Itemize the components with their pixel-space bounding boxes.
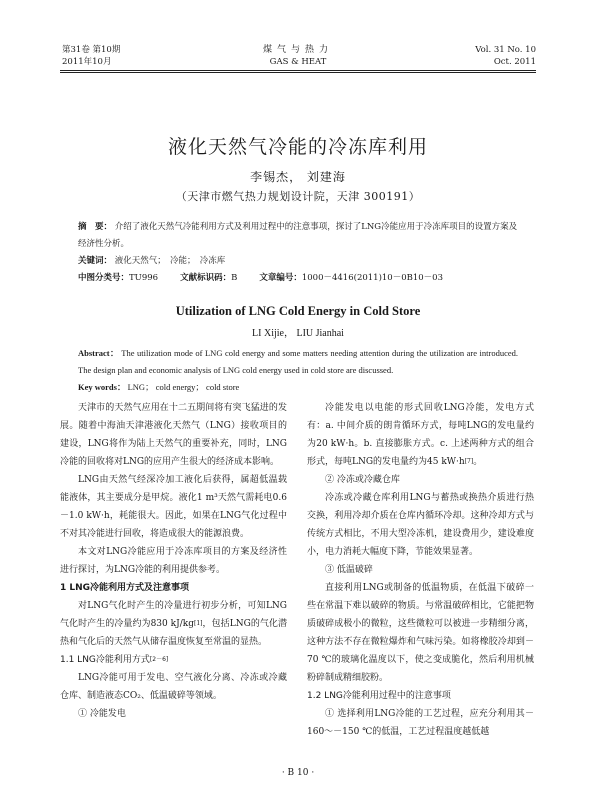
abstract-cn (78, 219, 518, 287)
paper-authors-en: LI Xijie， LIU Jianhai (252, 328, 344, 339)
journal-name-en: GAS & HEAT (269, 57, 327, 67)
paragraph: 天津市的天然气应用在十二五期间将有突飞猛进的发展。随着中海油天津港液化天然气（LNG）接收项目的建设，LNG将作为陆上天然气的重要补充，同时，LNG冷能的回收将对LNG的应用产生很大的经济成本影响。 (60, 403, 287, 467)
paragraph-text: 冷能发电以电能的形式回收LNG冷能，发电方式有：a. 中间介质的朗肯循环方式，每吨LNG的发电量约为20 kW·h。b. 直接膨胀方式。c. 上述两种方式的组合形式，每吨LNG的发电量约为45 kW·h (307, 403, 534, 467)
abstract-en-text: The utilization mode of LNG cold energy and some matters needing attention during the utilization are introduced. The design plan and economic analysis of LNG cold energy used in cold store are discussed. (78, 348, 519, 375)
article-no-value: 1000－4416(2011)10－0B10－03 (301, 273, 443, 283)
abstract-en-text-block (78, 345, 518, 379)
paragraph: LNG由天然气经深冷加工液化后获得，属超低温载能液体，其主要成分是甲烷。液化1 m³天然气需耗电0.6－1.0 kW·h，耗能很大。因此，如果在LNG气化过程中不对其冷能进行回收，将造成很大的能源浪费。 (60, 475, 287, 539)
paragraph: ① 选择利用LNG冷能的工艺过程，应充分利用其－160～－150 ℃的低温，工艺过程温度越低越 (307, 709, 534, 737)
keywords-en-text: LNG； cold energy； cold store (127, 382, 240, 392)
body-left-column (60, 399, 287, 723)
list-item: ① 冷能发电 (78, 709, 126, 719)
article-no-field (259, 270, 443, 287)
paper-title-en: Utilization of LNG Cold Energy in Cold Store (175, 304, 421, 318)
section-heading: 1 LNG冷能利用方式及注意事项 (60, 583, 190, 593)
keywords-cn (78, 253, 518, 270)
paragraph: 本文对LNG冷能应用于冷冻库项目的方案及经济性进行探讨，为LNG冷能的利用提供参考。 (60, 547, 287, 575)
journal-name-cn: 煤气与热力 (262, 45, 333, 55)
paragraph (307, 399, 534, 471)
keywords-cn-label: 关键词： (78, 256, 113, 266)
clc-field (78, 270, 158, 287)
abstract-cn-text: 介绍了液化天然气冷能利用方式及利用过程中的注意事项，探讨了LNG冷能应用于冷冻库项目的设置方案及经济性分析。 (78, 222, 518, 249)
paragraph-text: 。 (473, 457, 483, 467)
volume-issue-en: Vol. 31 No. 10 (475, 45, 536, 55)
subsection-heading (60, 651, 287, 669)
header-rule-2 (60, 72, 536, 73)
paragraph-text: 对LNG气化时产生的冷量进行初步分析，可知LNG气化时产生的冷量约为830 kJ/kg (60, 601, 287, 629)
clc-value: TU996 (129, 273, 159, 283)
list-item: ② 冷冻或冷藏仓库 (325, 475, 400, 485)
paragraph: 直接利用LNG或制备的低温物质，在低温下破碎一些在常温下难以破碎的物质。与常温破碎相比，它能把物质破碎成极小的微粒，这些微粒可以被进一步精细分离，这种方法不存在微粒爆炸和气味污染。如将橡胶冷却到－70 ℃的玻璃化温度以下，使之变成脆化，然后利用机械粉碎制成精细胶粉。 (307, 583, 534, 683)
paragraph (60, 597, 287, 651)
doc-code-label: 文献标识码： (180, 273, 232, 283)
article-no-label: 文章编号： (259, 273, 302, 283)
abstract-en-label: Abstract： (78, 348, 119, 358)
paper-title: 液化天然气冷能的冷冻库利用 (167, 136, 428, 158)
paragraph-text: ，包括LNG的气化潜热和气化后的天然气从储存温度恢复至常温的显热。 (60, 619, 287, 647)
page-number: · B 10 · (281, 768, 315, 778)
doc-code-field (180, 270, 237, 287)
subsection-heading: 1.2 LNG冷能利用过程中的注意事项 (307, 691, 451, 701)
abstract-cn-label: 摘 要： (78, 222, 113, 232)
abstract-en (78, 345, 518, 396)
paper-authors: 李锡杰， 刘建海 (250, 170, 346, 184)
subsection-heading-text: 1.1 LNG冷能利用方式 (60, 655, 150, 665)
keywords-en (78, 379, 518, 396)
citation-ref: [1] (193, 620, 203, 627)
citation-ref: [7] (464, 458, 474, 465)
keywords-cn-text: 液化天然气； 冷能； 冷冻库 (114, 256, 226, 266)
body-right-column (307, 399, 534, 741)
list-item: ③ 低温破碎 (325, 565, 373, 575)
abstract-cn-text-block (78, 219, 518, 253)
classification-line (78, 270, 518, 287)
volume-issue: 第31卷 第10期 (62, 45, 121, 55)
issue-date: 2011年10月 (62, 57, 112, 67)
issue-date-en: Oct. 2011 (493, 57, 536, 67)
header-rule (60, 70, 536, 71)
doc-code-value: B (231, 273, 238, 283)
clc-label: 中图分类号： (78, 273, 130, 283)
citation-ref: [2－6] (149, 656, 169, 663)
paper-affiliation: （天津市燃气热力规划设计院，天津 300191） (175, 190, 421, 203)
keywords-en-label: Key words： (78, 382, 126, 392)
paragraph: LNG冷能可用于发电、空气液化分离、冷冻或冷藏仓库、制造液态CO₂、低温破碎等领域。 (60, 673, 287, 701)
journal-volume-info-en (475, 44, 536, 68)
paragraph: 冷冻或冷藏仓库利用LNG与蓄热或换热介质进行热交换，利用冷却介质在仓库内循环冷却。这种冷却方式与传统方式相比，不用大型冷冻机，建设费用少，建设难度小，电力消耗大幅度下降，节能效果显著。 (307, 493, 534, 557)
